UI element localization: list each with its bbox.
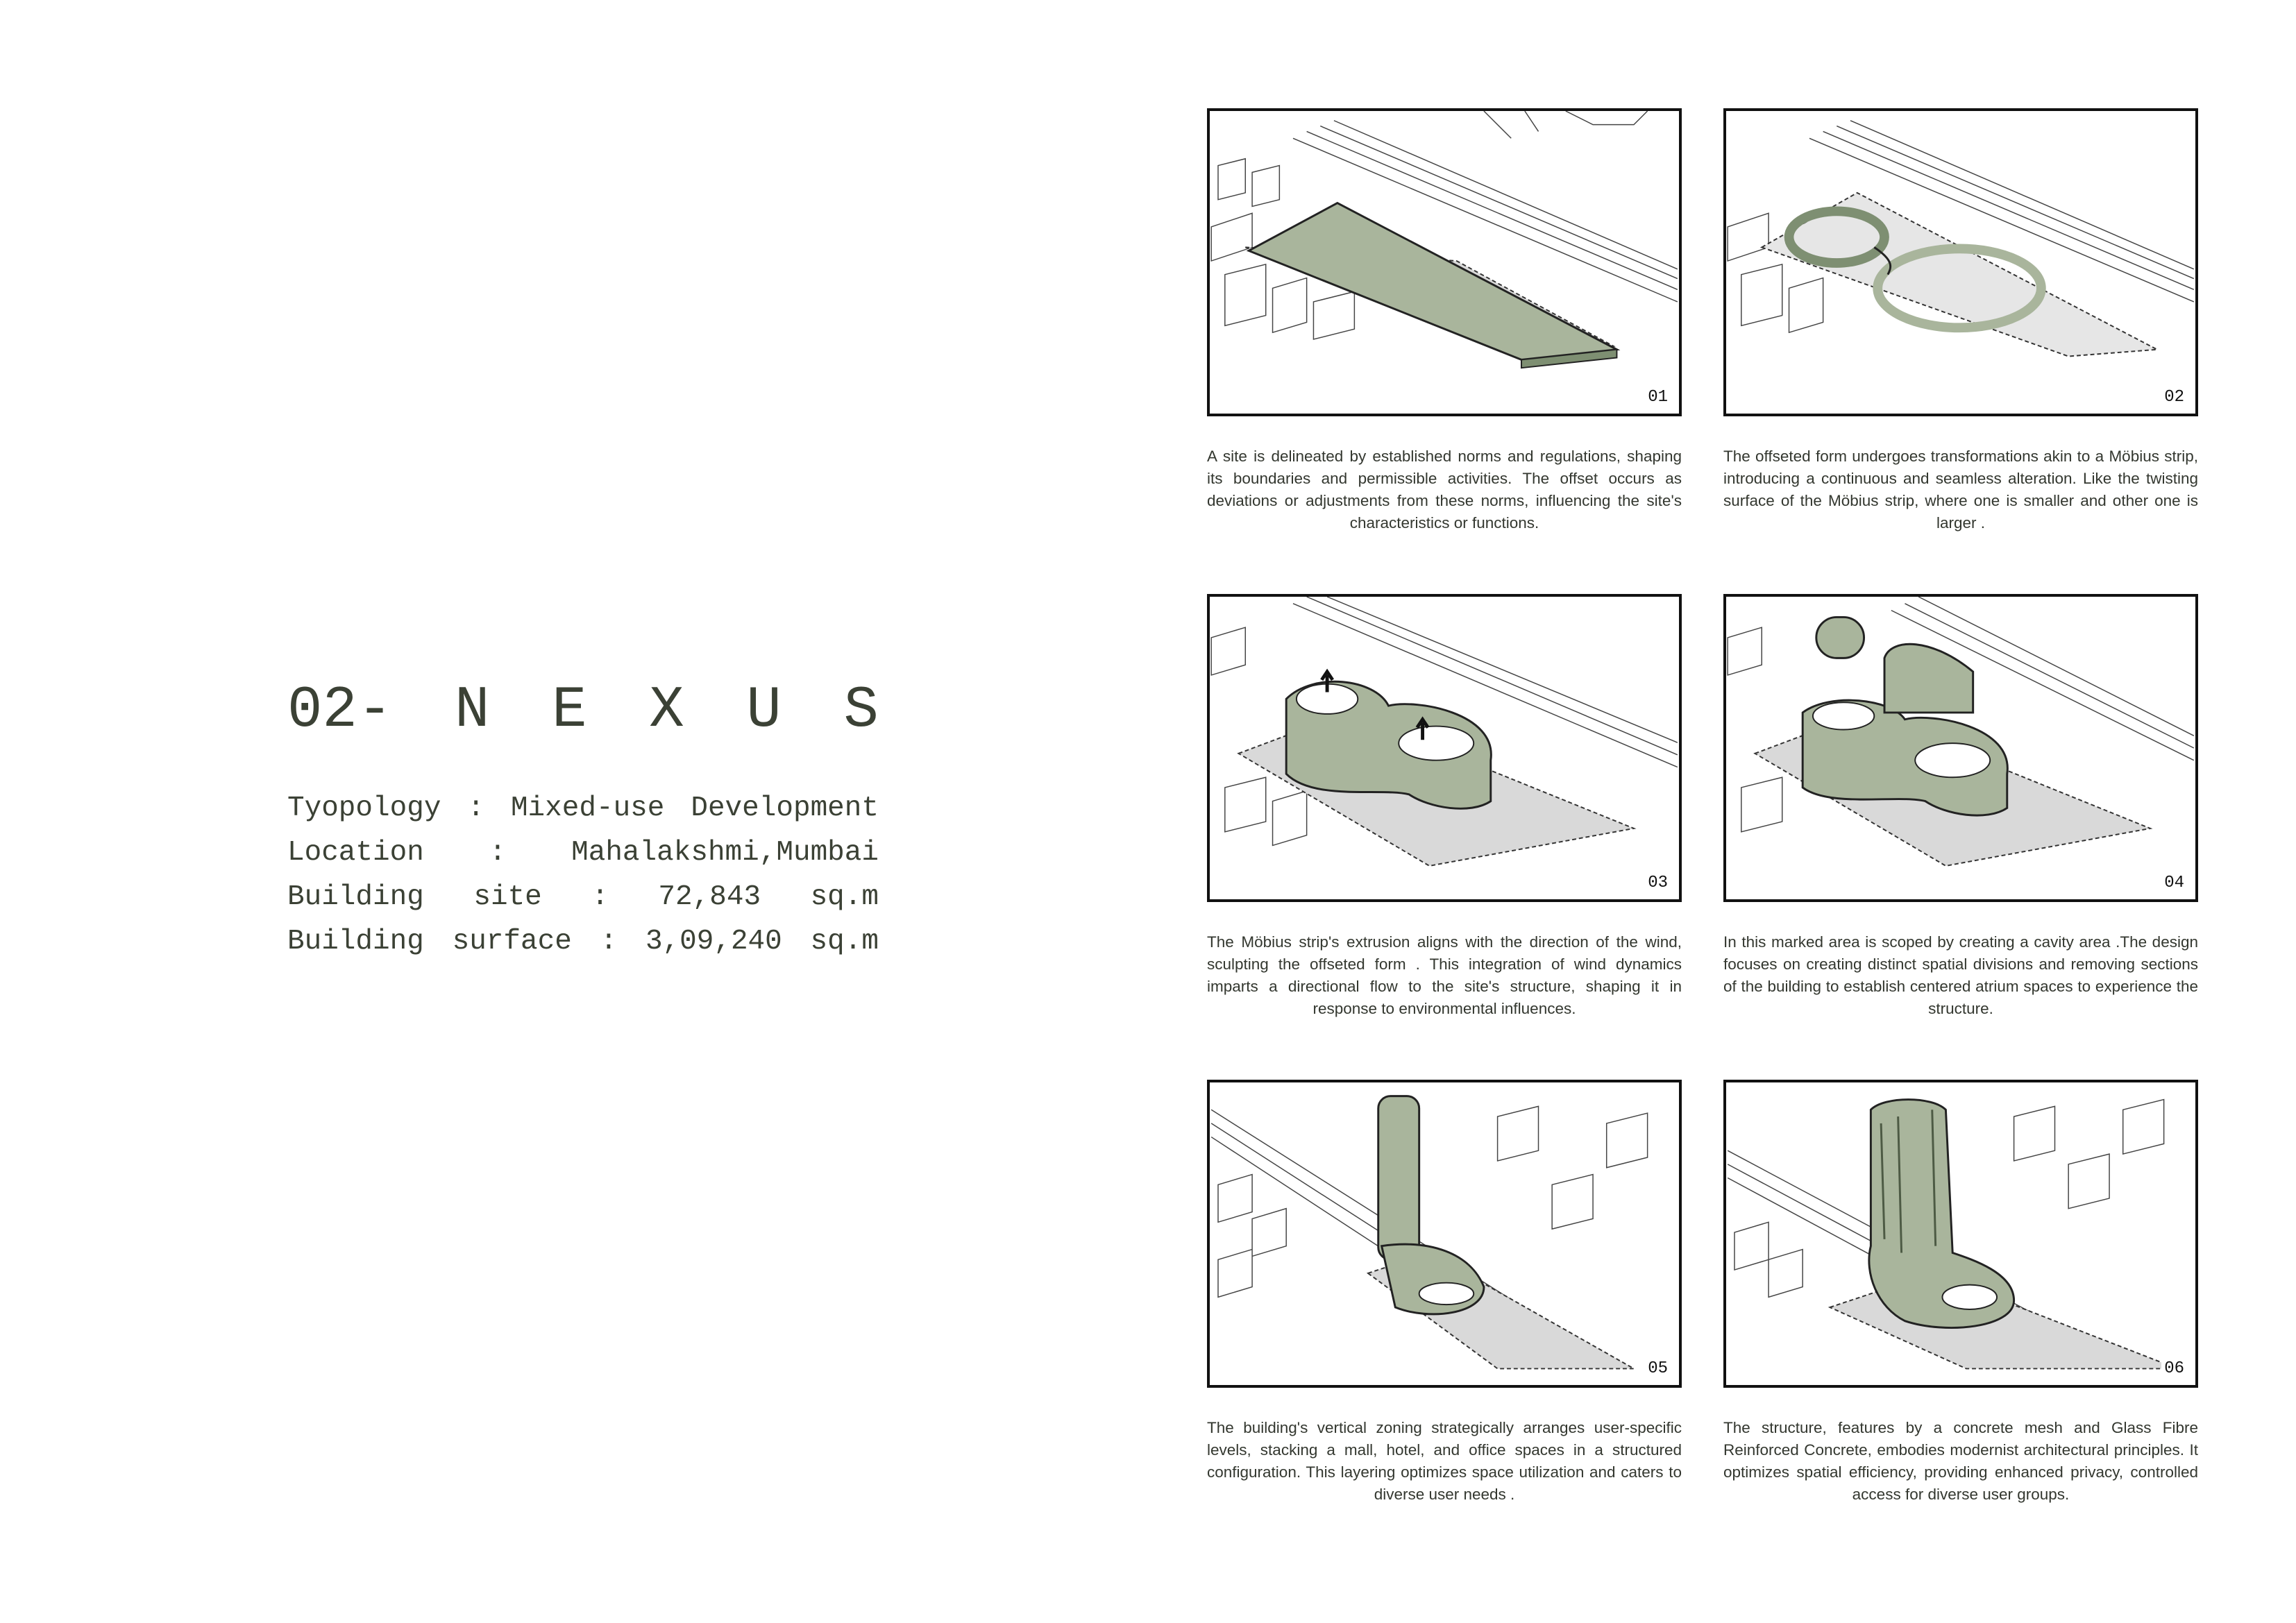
step-caption: The structure, features by a concrete mesh and Glass Fibre Reinforced Concrete, embodies modernist architectural principles. It optimizes spatial efficiency, providing enhanced privacy, controlled access for diverse user groups. bbox=[1723, 1419, 2198, 1503]
step-number: 02 bbox=[2161, 388, 2187, 407]
diagram-panel-01 bbox=[1207, 108, 1682, 416]
title-letter: S bbox=[843, 678, 879, 744]
step-number: 04 bbox=[2161, 874, 2187, 892]
spec-colon: : bbox=[600, 926, 618, 958]
title-letter: U bbox=[746, 678, 782, 744]
spec-colon: : bbox=[591, 881, 609, 913]
spec-location bbox=[287, 836, 879, 869]
site-offset-diagram bbox=[1210, 111, 1679, 414]
step-number: 01 bbox=[1645, 388, 1671, 407]
spec-typology bbox=[287, 792, 879, 825]
title-letter: N bbox=[454, 678, 490, 744]
project-info bbox=[287, 677, 879, 958]
spec-colon: : bbox=[489, 837, 507, 869]
spec-colon: : bbox=[467, 792, 484, 824]
extrusion-diagram bbox=[1210, 597, 1679, 899]
step-number: 03 bbox=[1645, 874, 1671, 892]
step-caption: The Möbius strip's extrusion aligns with the direction of the wind, sculpting the offseted form . This integration of wind dynamics imparts a directional flow to the site's structure, shaping it in response to environmental influences. bbox=[1207, 933, 1682, 1017]
spec-label: site bbox=[473, 881, 542, 913]
spec-value: Mahalakshmi,Mumbai bbox=[571, 837, 879, 869]
diagram-panel-05 bbox=[1207, 1080, 1682, 1388]
step-caption: The offseted form undergoes transformations akin to a Möbius strip, introducing a continuous and seamless alteration. Like the twisting surface of the Möbius strip, where one is smaller and other one is larger . bbox=[1723, 448, 2198, 532]
spec-value: Development bbox=[691, 792, 879, 824]
diagram-panel-04 bbox=[1723, 594, 2198, 902]
title-letter: X bbox=[649, 678, 684, 744]
vertical-zoning-diagram bbox=[1210, 1082, 1679, 1385]
diagram-panel-02 bbox=[1723, 108, 2198, 416]
step-caption: The building's vertical zoning strategically arranges user-specific levels, stacking a mall, hotel, and office spaces in a structured configuration. This layering optimizes space utilization and caters to diverse user needs . bbox=[1207, 1419, 1682, 1503]
title-letter: E bbox=[552, 678, 587, 744]
spec-label: surface bbox=[452, 926, 572, 958]
final-structure-diagram bbox=[1726, 1082, 2195, 1385]
cavity-diagram bbox=[1726, 597, 2195, 899]
spec-label: Tyopology bbox=[287, 792, 441, 824]
spec-value: 3,09,240 bbox=[645, 926, 782, 958]
spec-unit: sq.m bbox=[810, 881, 879, 913]
title-head: 02- bbox=[287, 678, 393, 744]
diagram-panel-03 bbox=[1207, 594, 1682, 902]
spec-value: 72,843 bbox=[658, 881, 761, 913]
spec-label: Building bbox=[287, 881, 424, 913]
spec-unit: sq.m bbox=[810, 926, 879, 958]
spec-building-surface bbox=[287, 925, 879, 958]
step-caption: In this marked area is scoped by creating a cavity area .The design focuses on creating distinct spatial divisions and removing sections of the building to establish centered atrium spaces to experience the structure. bbox=[1723, 933, 2198, 1017]
step-number: 06 bbox=[2161, 1359, 2187, 1378]
spec-label: Building bbox=[287, 926, 424, 958]
mobius-strip-diagram bbox=[1726, 111, 2195, 414]
project-title bbox=[287, 677, 879, 746]
spec-building-site bbox=[287, 881, 879, 914]
spec-value: Mixed-use bbox=[510, 792, 665, 824]
spec-label: Location bbox=[287, 837, 424, 869]
step-number: 05 bbox=[1645, 1359, 1671, 1378]
step-caption: A site is delineated by established norms and regulations, shaping its boundaries and permissible activities. The offset occurs as deviations or adjustments from these norms, influencing the site's characteristics or functions. bbox=[1207, 448, 1682, 532]
diagram-panel-06 bbox=[1723, 1080, 2198, 1388]
